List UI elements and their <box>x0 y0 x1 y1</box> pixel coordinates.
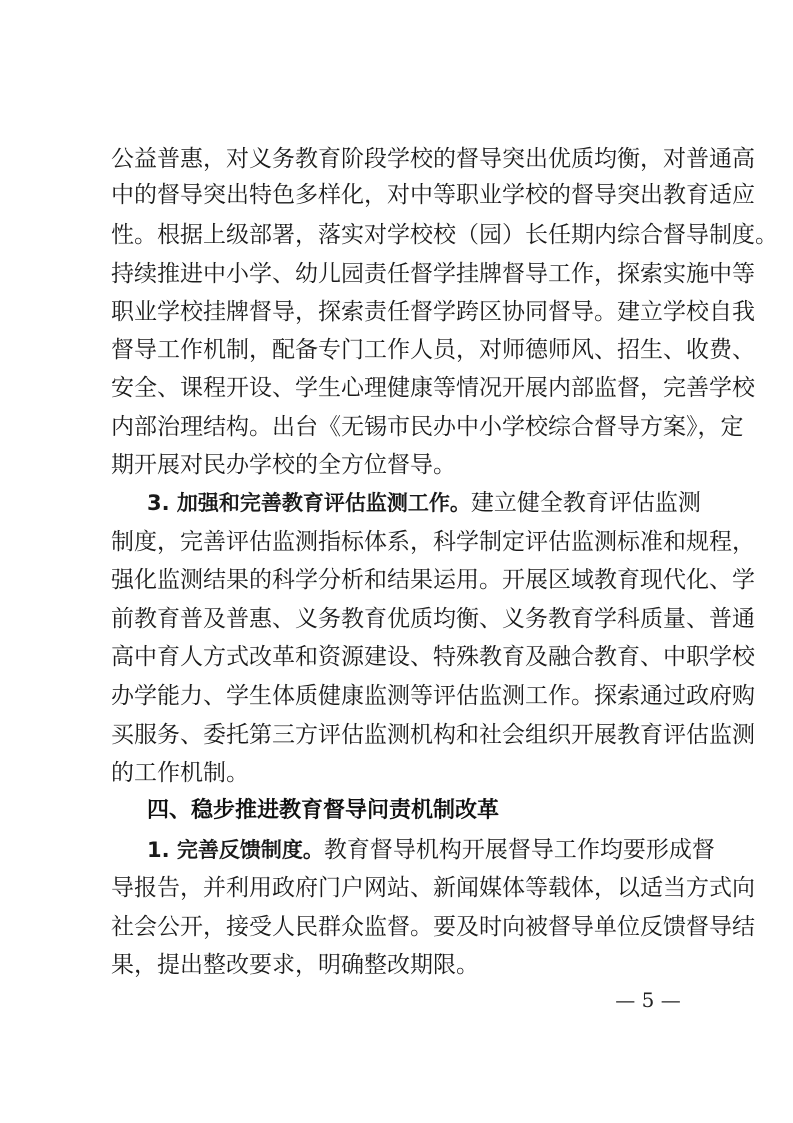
page-number: — 5 — <box>615 988 681 1012</box>
numbered-paragraph-first-line <box>147 487 701 519</box>
body-text-line: 安全、课程开设、学生心理健康等情况开展内部监督，完善学校 <box>111 375 755 401</box>
paragraph-text: 建立健全教育评估监测 <box>470 490 701 516</box>
body-text-line: 高中育人方式改革和资源建设、特殊教育及融合教育、中职学校 <box>111 644 755 670</box>
body-text-line: 性。根据上级部署，落实对学校校（园）长任期内综合督导制度。 <box>111 222 778 248</box>
body-text-line: 期开展对民办学校的全方位督导。 <box>111 452 456 478</box>
body-text-line: 导报告，并利用政府门户网站、新闻媒体等载体，以适当方式向 <box>111 875 755 901</box>
body-text-line: 买服务、委托第三方评估监测机构和社会组织开展教育评估监测 <box>111 722 755 748</box>
body-text-line: 职业学校挂牌督导，探索责任督学跨区协同督导。建立学校自我 <box>111 299 755 325</box>
paragraph-lead-title: 1. 完善反馈制度。 <box>147 838 324 862</box>
body-text-line: 内部治理结构。出台《无锡市民办中小学校综合督导方案》，定 <box>111 414 744 440</box>
section-heading: 四、稳步推进教育督导问责机制改革 <box>147 798 500 823</box>
paragraph-text: 教育督导机构开展督导工作均要形成督 <box>323 837 715 863</box>
body-text-line: 中的督导突出特色多样化，对中等职业学校的督导突出教育适应 <box>111 182 755 208</box>
body-text-line: 持续推进中小学、幼儿园责任督学挂牌督导工作，探索实施中等 <box>111 261 755 287</box>
body-text-line: 果，提出整改要求，明确整改期限。 <box>111 952 479 978</box>
body-text-line: 的工作机制。 <box>111 760 249 786</box>
numbered-paragraph-first-line <box>147 834 715 866</box>
body-text-line: 办学能力、学生体质健康监测等评估监测工作。探索通过政府购 <box>111 683 755 709</box>
body-text-line: 强化监测结果的科学分析和结果运用。开展区域教育现代化、学 <box>111 567 755 593</box>
body-text-line: 社会公开，接受人民群众监督。要及时向被督导单位反馈督导结 <box>111 914 755 940</box>
body-text-line: 公益普惠，对义务教育阶段学校的督导突出优质均衡，对普通高 <box>111 146 755 172</box>
body-text-line: 督导工作机制，配备专门工作人员，对师德师风、招生、收费、 <box>111 337 755 363</box>
body-text-line: 前教育普及普惠、义务教育优质均衡、义务教育学科质量、普通 <box>111 606 755 632</box>
paragraph-lead-title: 3. 加强和完善教育评估监测工作。 <box>147 491 471 515</box>
body-text-line: 制度，完善评估监测指标体系，科学制定评估监测标准和规程， <box>111 529 755 555</box>
